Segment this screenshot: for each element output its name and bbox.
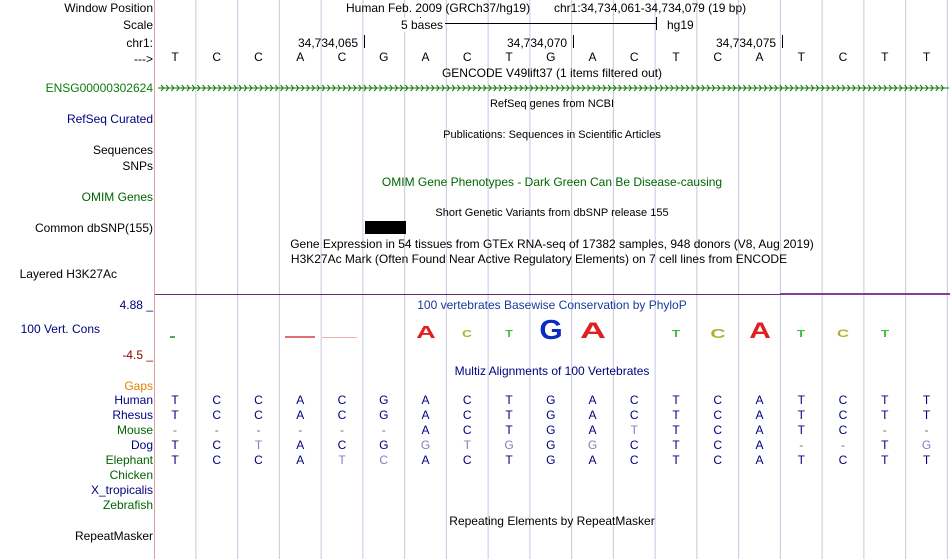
alignment-base: A bbox=[296, 408, 305, 422]
species-label-mouse: Mouse bbox=[116, 423, 153, 437]
alignment-base: T bbox=[505, 408, 513, 422]
alignment-base: T bbox=[881, 438, 889, 452]
conservation-logo-base: C bbox=[837, 328, 849, 340]
label-common-dbsnp[interactable]: Common dbSNP(155) bbox=[34, 221, 153, 235]
species-label-elephant: Elephant bbox=[105, 453, 153, 467]
alignment-base: C bbox=[713, 438, 723, 452]
alignment-base: - bbox=[799, 438, 804, 452]
dbsnp-track-title[interactable]: Short Genetic Variants from dbSNP release 155 bbox=[435, 207, 669, 219]
reference-base: C bbox=[713, 50, 723, 64]
alignment-base: C bbox=[462, 453, 472, 467]
alignment-base: T bbox=[672, 438, 680, 452]
label-sequences[interactable]: Sequences bbox=[92, 143, 153, 157]
alignment-row bbox=[155, 423, 950, 437]
label-100-vert-cons[interactable]: 100 Vert. Cons bbox=[20, 322, 100, 336]
conservation-logo-base: A bbox=[748, 318, 771, 343]
alignment-base: G bbox=[921, 438, 932, 452]
alignment-base: G bbox=[420, 438, 431, 452]
multiz-track-title[interactable]: Multiz Alignments of 100 Vertebrates bbox=[454, 364, 650, 378]
reference-base: A bbox=[755, 50, 764, 64]
scale-bar-right-end bbox=[656, 17, 657, 30]
alignment-base: T bbox=[922, 453, 931, 467]
reference-base: C bbox=[462, 50, 472, 64]
alignment-base: C bbox=[629, 393, 639, 407]
conservation-logo-base: T bbox=[797, 329, 806, 340]
alignment-base: T bbox=[672, 453, 680, 467]
alignment-base: T bbox=[797, 453, 805, 467]
alignment-base: C bbox=[838, 453, 848, 467]
alignment-base: - bbox=[298, 423, 303, 437]
reference-base: C bbox=[629, 50, 639, 64]
ruler-tick-3 bbox=[782, 35, 783, 48]
label-gencode-item[interactable]: ENSG00000302624 bbox=[45, 81, 153, 95]
alignment-base: T bbox=[171, 393, 179, 407]
alignment-base: G bbox=[379, 408, 389, 422]
alignment-base: G bbox=[587, 438, 598, 452]
alignment-base: G bbox=[379, 438, 389, 452]
alignment-base: A bbox=[755, 423, 764, 437]
conservation-faint-mark-3 bbox=[322, 337, 357, 338]
alignment-base: - bbox=[256, 423, 261, 437]
conservation-logo-base: T bbox=[505, 329, 513, 340]
reference-base: G bbox=[379, 50, 389, 64]
alignment-base: T bbox=[505, 393, 513, 407]
alignment-base: C bbox=[629, 408, 639, 422]
alignment-base: - bbox=[173, 423, 177, 437]
alignment-base: C bbox=[629, 453, 639, 467]
species-label-zebrafish: Zebrafish bbox=[102, 498, 153, 512]
reference-base: C bbox=[838, 50, 848, 64]
alignment-base: T bbox=[881, 408, 889, 422]
gencode-track-title[interactable]: GENCODE V49lift37 (1 items filtered out) bbox=[441, 66, 663, 80]
alignment-row bbox=[155, 438, 950, 452]
reference-base: T bbox=[922, 50, 931, 64]
alignment-base: - bbox=[882, 423, 887, 437]
reference-base: A bbox=[296, 50, 305, 64]
alignment-row bbox=[155, 408, 950, 422]
alignment-base: C bbox=[838, 393, 848, 407]
alignment-base: C bbox=[838, 408, 848, 422]
alignment-base: T bbox=[463, 438, 471, 452]
alignment-base: A bbox=[296, 393, 305, 407]
label-repeatmasker[interactable]: RepeatMasker bbox=[74, 529, 153, 543]
alignment-base: C bbox=[212, 393, 222, 407]
alignment-base: G bbox=[379, 393, 389, 407]
alignment-base: C bbox=[212, 438, 222, 452]
label-strand-arrow[interactable]: ---> bbox=[134, 52, 153, 66]
dbsnp-variant-feature[interactable] bbox=[365, 221, 406, 234]
window-position-coords: chr1:34,734,061-34,734,079 (19 bp) bbox=[554, 1, 747, 15]
alignment-base: C bbox=[713, 423, 723, 437]
conservation-faint-mark-1 bbox=[170, 336, 175, 338]
label-chr: chr1: bbox=[126, 36, 153, 50]
alignment-base: T bbox=[672, 423, 680, 437]
alignment-base: C bbox=[462, 423, 472, 437]
alignment-base: T bbox=[797, 423, 805, 437]
conservation-logo-base: A bbox=[415, 322, 436, 342]
alignment-row bbox=[155, 468, 950, 482]
label-snps[interactable]: SNPs bbox=[122, 159, 153, 173]
reference-base: C bbox=[254, 50, 263, 64]
alignment-base: G bbox=[504, 438, 514, 452]
conservation-logo-base: C bbox=[462, 329, 473, 340]
reference-sequence bbox=[155, 50, 950, 64]
alignment-base: - bbox=[381, 423, 386, 437]
alignment-row bbox=[155, 453, 950, 467]
alignment-row bbox=[155, 483, 950, 497]
alignment-base: T bbox=[922, 393, 931, 407]
conservation-logo bbox=[155, 314, 950, 345]
label-y-min: -4.5 _ bbox=[122, 348, 153, 362]
reference-base: T bbox=[672, 50, 680, 64]
alignment-base: C bbox=[212, 453, 222, 467]
alignment-base: G bbox=[546, 423, 556, 437]
alignment-row bbox=[155, 498, 950, 512]
h3k27ac-track-title[interactable]: H3K27Ac Mark (Often Found Near Active Regulatory Elements) on 7 cell lines from ENCODE bbox=[290, 252, 788, 266]
species-label-dog: Dog bbox=[130, 438, 153, 452]
alignment-base: G bbox=[546, 393, 556, 407]
alignment-base: C bbox=[629, 438, 639, 452]
window-position-assembly: Human Feb. 2009 (GRCh37/hg19) bbox=[346, 1, 531, 15]
gencode-gene-feature[interactable] bbox=[155, 81, 950, 95]
alignment-base: C bbox=[713, 408, 723, 422]
alignment-row bbox=[155, 393, 950, 407]
alignment-base: C bbox=[212, 408, 222, 422]
reference-base: T bbox=[881, 50, 889, 64]
refseq-track-title[interactable]: RefSeq genes from NCBI bbox=[489, 98, 615, 110]
alignment-base: A bbox=[755, 438, 764, 452]
alignment-base: C bbox=[713, 393, 723, 407]
alignment-base: - bbox=[841, 438, 845, 452]
alignment-base: G bbox=[546, 453, 556, 467]
ruler-tick-1 bbox=[364, 35, 365, 48]
alignment-base: C bbox=[254, 408, 263, 422]
alignment-base: T bbox=[672, 393, 680, 407]
alignment-base: A bbox=[421, 408, 430, 422]
alignment-base: C bbox=[337, 438, 347, 452]
alignment-base: T bbox=[171, 453, 179, 467]
alignment-base: T bbox=[505, 423, 513, 437]
alignment-base: - bbox=[340, 423, 344, 437]
reference-base: A bbox=[421, 50, 430, 64]
alignment-base: C bbox=[254, 453, 263, 467]
omim-track-title[interactable]: OMIM Gene Phenotypes - Dark Green Can Be Disease-causing bbox=[381, 175, 723, 189]
alignment-base: C bbox=[337, 393, 347, 407]
alignment-base: T bbox=[171, 408, 179, 422]
alignment-base: A bbox=[588, 393, 597, 407]
conservation-logo-base: A bbox=[579, 318, 606, 343]
alignment-base: A bbox=[296, 453, 305, 467]
ruler-tick-2 bbox=[573, 35, 574, 48]
phylop-track-title[interactable]: 100 vertebrates Basewise Conservation by PhyloP bbox=[417, 298, 687, 312]
alignment-base: A bbox=[588, 423, 597, 437]
alignment-base: T bbox=[338, 453, 346, 467]
species-label-x-tropicalis: X_tropicalis bbox=[90, 483, 153, 497]
alignment-base: T bbox=[505, 453, 513, 467]
reference-base: T bbox=[171, 50, 179, 64]
alignment-base: C bbox=[337, 408, 347, 422]
label-y-max: 4.88 _ bbox=[119, 298, 153, 312]
conservation-logo-base: G bbox=[539, 314, 563, 345]
alignment-base: A bbox=[755, 453, 764, 467]
label-window-position: Window Position bbox=[64, 1, 153, 15]
alignment-base: T bbox=[171, 438, 179, 452]
alignment-base: A bbox=[421, 393, 430, 407]
alignment-base: G bbox=[546, 438, 556, 452]
reference-base: A bbox=[588, 50, 597, 64]
alignment-base: G bbox=[546, 408, 556, 422]
alignment-base: T bbox=[797, 408, 805, 422]
reference-base: T bbox=[797, 50, 805, 64]
alignment-base: T bbox=[922, 408, 931, 422]
reference-base: G bbox=[546, 50, 556, 64]
h3k27ac-signal-peak bbox=[780, 293, 950, 295]
conservation-logo-base: T bbox=[880, 329, 889, 340]
species-label-human: Human bbox=[114, 393, 153, 407]
reference-base: T bbox=[505, 50, 513, 64]
alignment-base: T bbox=[797, 393, 805, 407]
alignment-base: C bbox=[379, 453, 389, 467]
species-label-chicken: Chicken bbox=[109, 468, 153, 482]
label-layered-h3k27ac[interactable]: Layered H3K27Ac bbox=[19, 267, 117, 281]
alignment-base: - bbox=[924, 423, 929, 437]
alignment-base: C bbox=[462, 393, 472, 407]
reference-base: C bbox=[337, 50, 347, 64]
reference-base: C bbox=[212, 50, 222, 64]
conservation-faint-mark-2 bbox=[285, 336, 315, 338]
ruler-position-1: 34,734,065 bbox=[298, 36, 359, 50]
label-scale: Scale bbox=[122, 18, 153, 32]
alignment-base: A bbox=[421, 423, 430, 437]
scale-assembly-label: hg19 bbox=[667, 18, 694, 32]
alignment-base: C bbox=[254, 393, 263, 407]
label-omim-genes[interactable]: OMIM Genes bbox=[81, 190, 153, 204]
label-gaps: Gaps bbox=[124, 379, 153, 393]
alignment-base: A bbox=[588, 408, 597, 422]
ruler-position-3: 34,734,075 bbox=[716, 36, 777, 50]
alignment-base: A bbox=[296, 438, 305, 452]
scale-bar bbox=[420, 23, 657, 24]
alignment-base: A bbox=[588, 453, 597, 467]
alignment-base: T bbox=[881, 393, 889, 407]
alignment-base: T bbox=[672, 408, 680, 422]
conservation-logo-base: T bbox=[671, 329, 681, 340]
publications-track-title[interactable]: Publications: Sequences in Scientific Articles bbox=[443, 129, 661, 141]
alignment-base: C bbox=[713, 453, 723, 467]
label-refseq-curated[interactable]: RefSeq Curated bbox=[66, 112, 153, 126]
scale-bar-label: 5 bases bbox=[401, 18, 444, 32]
repeatmasker-track-title[interactable]: Repeating Elements by RepeatMasker bbox=[449, 514, 655, 528]
alignment-base: C bbox=[838, 423, 848, 437]
alignment-base: A bbox=[755, 408, 764, 422]
alignment-base: T bbox=[630, 423, 638, 437]
alignment-base: C bbox=[462, 408, 472, 422]
alignment-base: T bbox=[254, 438, 263, 452]
alignment-base: A bbox=[755, 393, 764, 407]
alignment-base: T bbox=[881, 453, 889, 467]
species-label-rhesus: Rhesus bbox=[112, 408, 153, 422]
alignment-base: A bbox=[421, 453, 430, 467]
alignment-base: - bbox=[214, 423, 219, 437]
ruler-position-2: 34,734,070 bbox=[507, 36, 568, 50]
gtex-track-title[interactable]: Gene Expression in 54 tissues from GTEx RNA-seq of 17382 samples, 948 donors (V8, Aug 2019) bbox=[290, 237, 814, 251]
conservation-logo-base: C bbox=[710, 327, 726, 341]
